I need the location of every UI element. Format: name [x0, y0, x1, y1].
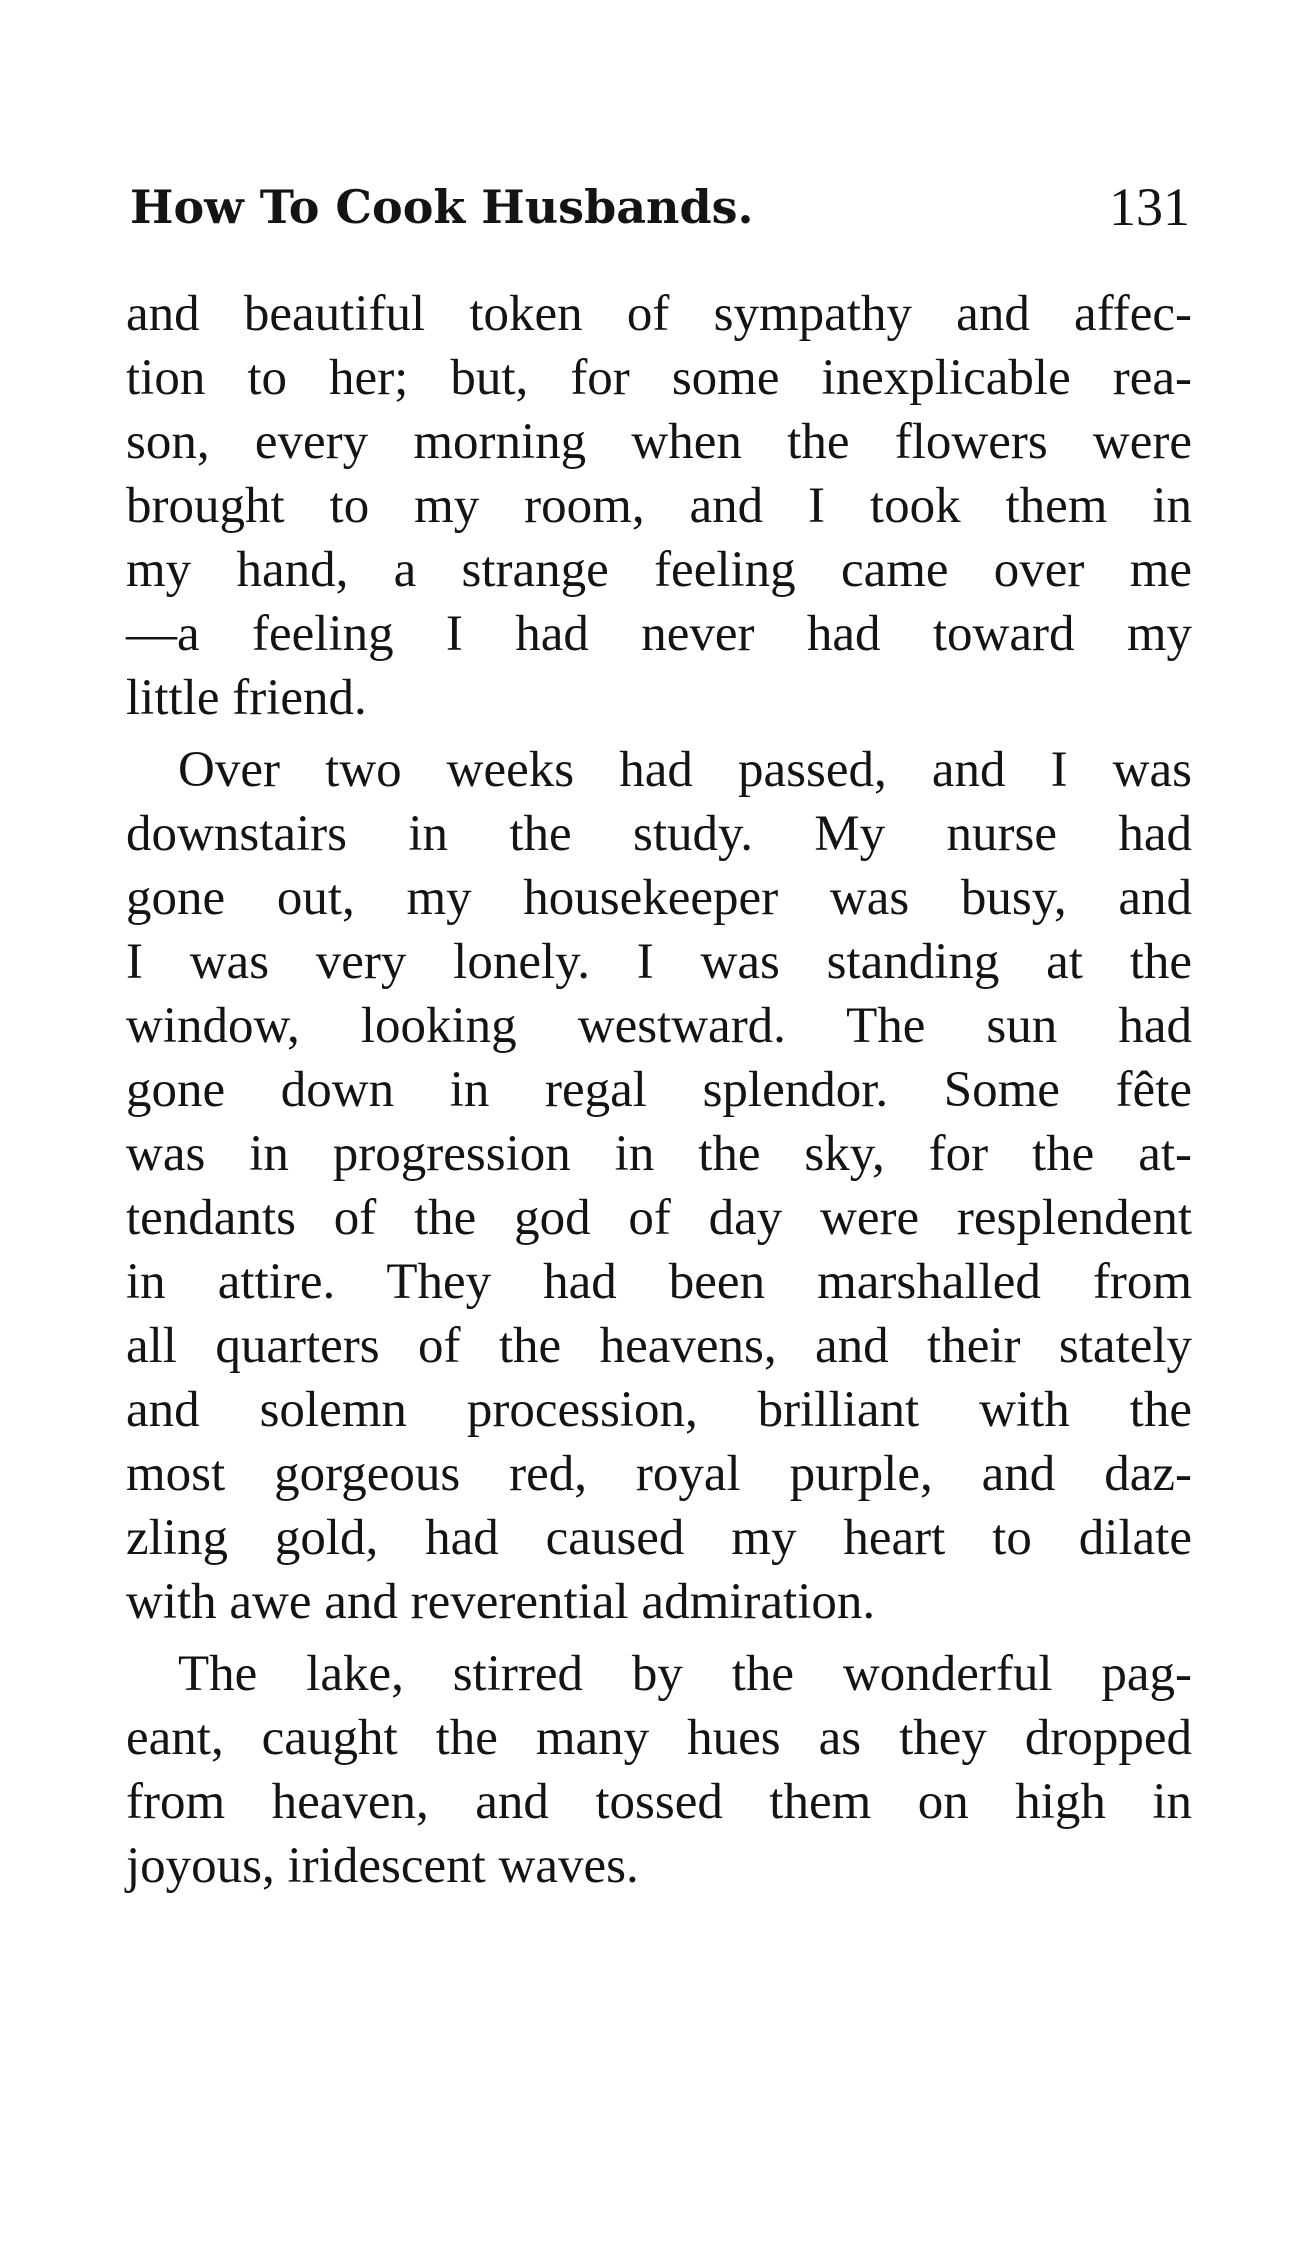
paragraph-2 [126, 738, 1192, 1634]
text-line: —a feeling I had never had toward my [126, 606, 1192, 662]
text-line: most gorgeous red, royal purple, and daz- [126, 1446, 1192, 1502]
page-number: 131 [1109, 177, 1190, 237]
text-line: gone down in regal splendor. Some fête [126, 1062, 1192, 1118]
text-line: son, every morning when the flowers were [126, 414, 1192, 470]
paragraph-1 [126, 282, 1192, 730]
text-line: The lake, stirred by the wonderful pag- [178, 1646, 1192, 1702]
paragraph-spacer [126, 730, 1192, 738]
text-line: my hand, a strange feeling came over me [126, 542, 1192, 598]
text-line: downstairs in the study. My nurse had [126, 806, 1192, 862]
text-line: tendants of the god of day were resplendent [126, 1190, 1192, 1246]
text-line: eant, caught the many hues as they dropped [126, 1710, 1192, 1766]
text-line: little friend. [126, 670, 367, 726]
text-line: window, looking westward. The sun had [126, 998, 1192, 1054]
running-header [130, 172, 1190, 242]
paragraph-spacer [126, 1634, 1192, 1642]
text-line: joyous, iridescent waves. [126, 1838, 639, 1894]
text-line: with awe and reverential admiration. [126, 1574, 876, 1630]
text-line: was in progression in the sky, for the at- [126, 1126, 1192, 1182]
body-text [126, 282, 1192, 1898]
text-line: brought to my room, and I took them in [126, 478, 1192, 534]
text-line: from heaven, and tossed them on high in [126, 1774, 1192, 1830]
text-line: and solemn procession, brilliant with the [126, 1382, 1192, 1438]
text-line: Over two weeks had passed, and I was [178, 742, 1192, 798]
running-title: How To Cook Husbands. [130, 180, 754, 234]
text-line: and beautiful token of sympathy and affec- [126, 286, 1192, 342]
text-line: in attire. They had been marshalled from [126, 1254, 1192, 1310]
paragraph-3 [126, 1642, 1192, 1898]
text-line: gone out, my housekeeper was busy, and [126, 870, 1192, 926]
text-line: I was very lonely. I was standing at the [126, 934, 1192, 990]
text-line: tion to her; but, for some inexplicable rea- [126, 350, 1192, 406]
text-line: zling gold, had caused my heart to dilate [126, 1510, 1192, 1566]
text-line: all quarters of the heavens, and their stately [126, 1318, 1192, 1374]
